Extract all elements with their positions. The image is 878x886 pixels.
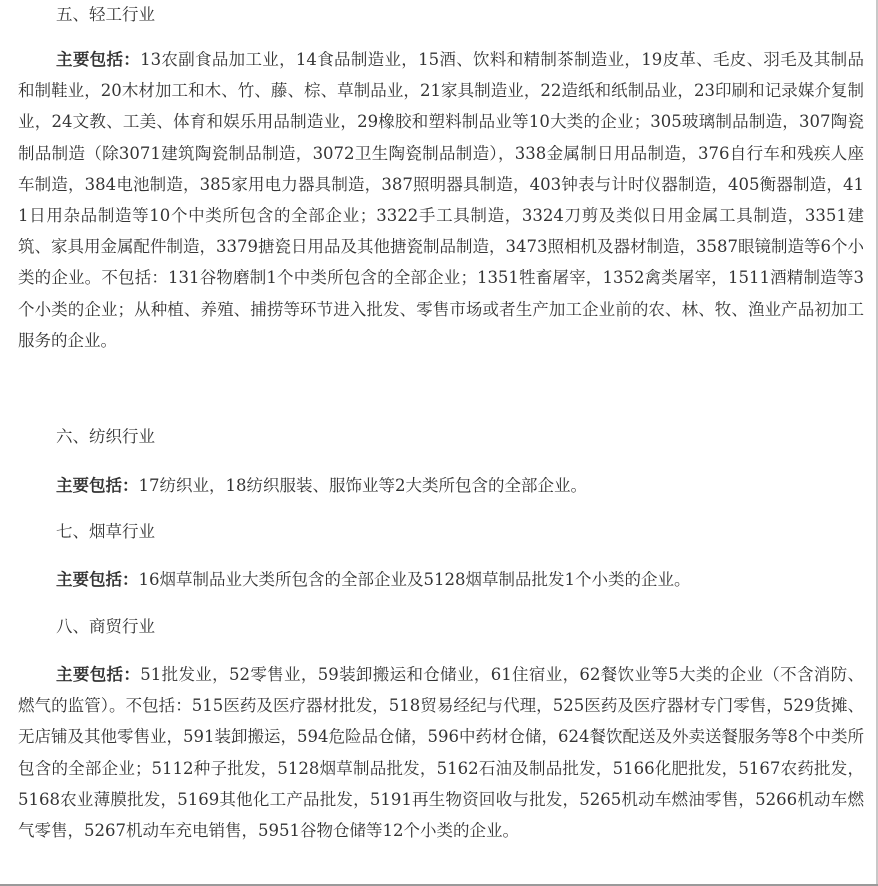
- section-body-commerce-trade: [18, 659, 864, 846]
- lead-label: 主要包括：: [56, 476, 139, 495]
- lead-label: 主要包括：: [56, 50, 141, 69]
- section-body-textile-industry: [18, 470, 864, 501]
- section-heading-light-industry: 五、轻工行业: [56, 5, 155, 24]
- section-heading-commerce-trade: 八、商贸行业: [56, 617, 155, 636]
- section-body-tobacco-industry: [18, 564, 864, 595]
- section-body-text: 17纺织业，18纺织服装、服饰业等2大类所包含的全部企业。: [138, 476, 587, 495]
- section-body-text: 16烟草制品业大类所包含的全部企业及5128烟草制品批发1个小类的企业。: [138, 570, 691, 589]
- section-body-text: 51批发业，52零售业，59装卸搬运和仓储业，61住宿业，62餐饮业等5大类的企业（不含消防、燃气的监管）。不包括：515医药及医疗器材批发，518贸易经纪与代理，525医药及医疗器材专门零售，529货摊、无店铺及其他零售业，591装卸搬运，594危险品仓储，596中药材仓储，624餐饮配送及外卖送餐服务等8个中类所包含的全部企业；5112种子批发，5128烟草制品批发，5162石油及制品批发，5166化肥批发，5167农药批发，5168农业薄膜批发，5169其他化工产品批发，5191再生物资回收与批发，5265机动车燃油零售，5266机动车燃气零售，5267机动车充电销售，5951谷物仓储等12个小类的企业。: [18, 665, 865, 841]
- section-body-text: 13农副食品加工业，14食品制造业，15酒、饮料和精制茶制造业，19皮革、毛皮、羽毛及其制品和制鞋业，20木材加工和木、竹、藤、棕、草制品业，21家具制造业，22造纸和纸制品业，23印刷和记录媒介复制业，24文教、工美、体育和娱乐用品制造业，29橡胶和塑料制品业等10大类的企业；305玻璃制品制造，307陶瓷制品制造（除3071建筑陶瓷制品制造，3072卫生陶瓷制品制造），338金属制日用品制造，376自行车和残疾人座车制造，384电池制造，385家用电力器具制造，387照明器具制造，403钟表与计时仪器制造，405衡器制造，411日用杂品制造等10个中类所包含的全部企业；3322手工具制造，3324刀剪及类似日用金属工具制造，3351建筑、家具用金属配件制造，3379搪瓷日用品及其他搪瓷制品制造，3473照相机及器材制造，3587眼镜制造等6个小类的企业。不包括：131谷物磨制1个中类所包含的全部企业；1351牲畜屠宰，1352禽类屠宰，1511酒精制造等3个小类的企业；从种植、养殖、捕捞等环节进入批发、零售市场或者生产加工企业前的农、林、牧、渔业产品初加工服务的企业。: [18, 50, 864, 350]
- section-heading-tobacco-industry: 七、烟草行业: [56, 522, 155, 541]
- section-body-light-industry: [18, 44, 864, 356]
- section-heading-textile-industry: 六、纺织行业: [56, 427, 155, 446]
- lead-label: 主要包括：: [56, 665, 141, 684]
- lead-label: 主要包括：: [56, 570, 139, 589]
